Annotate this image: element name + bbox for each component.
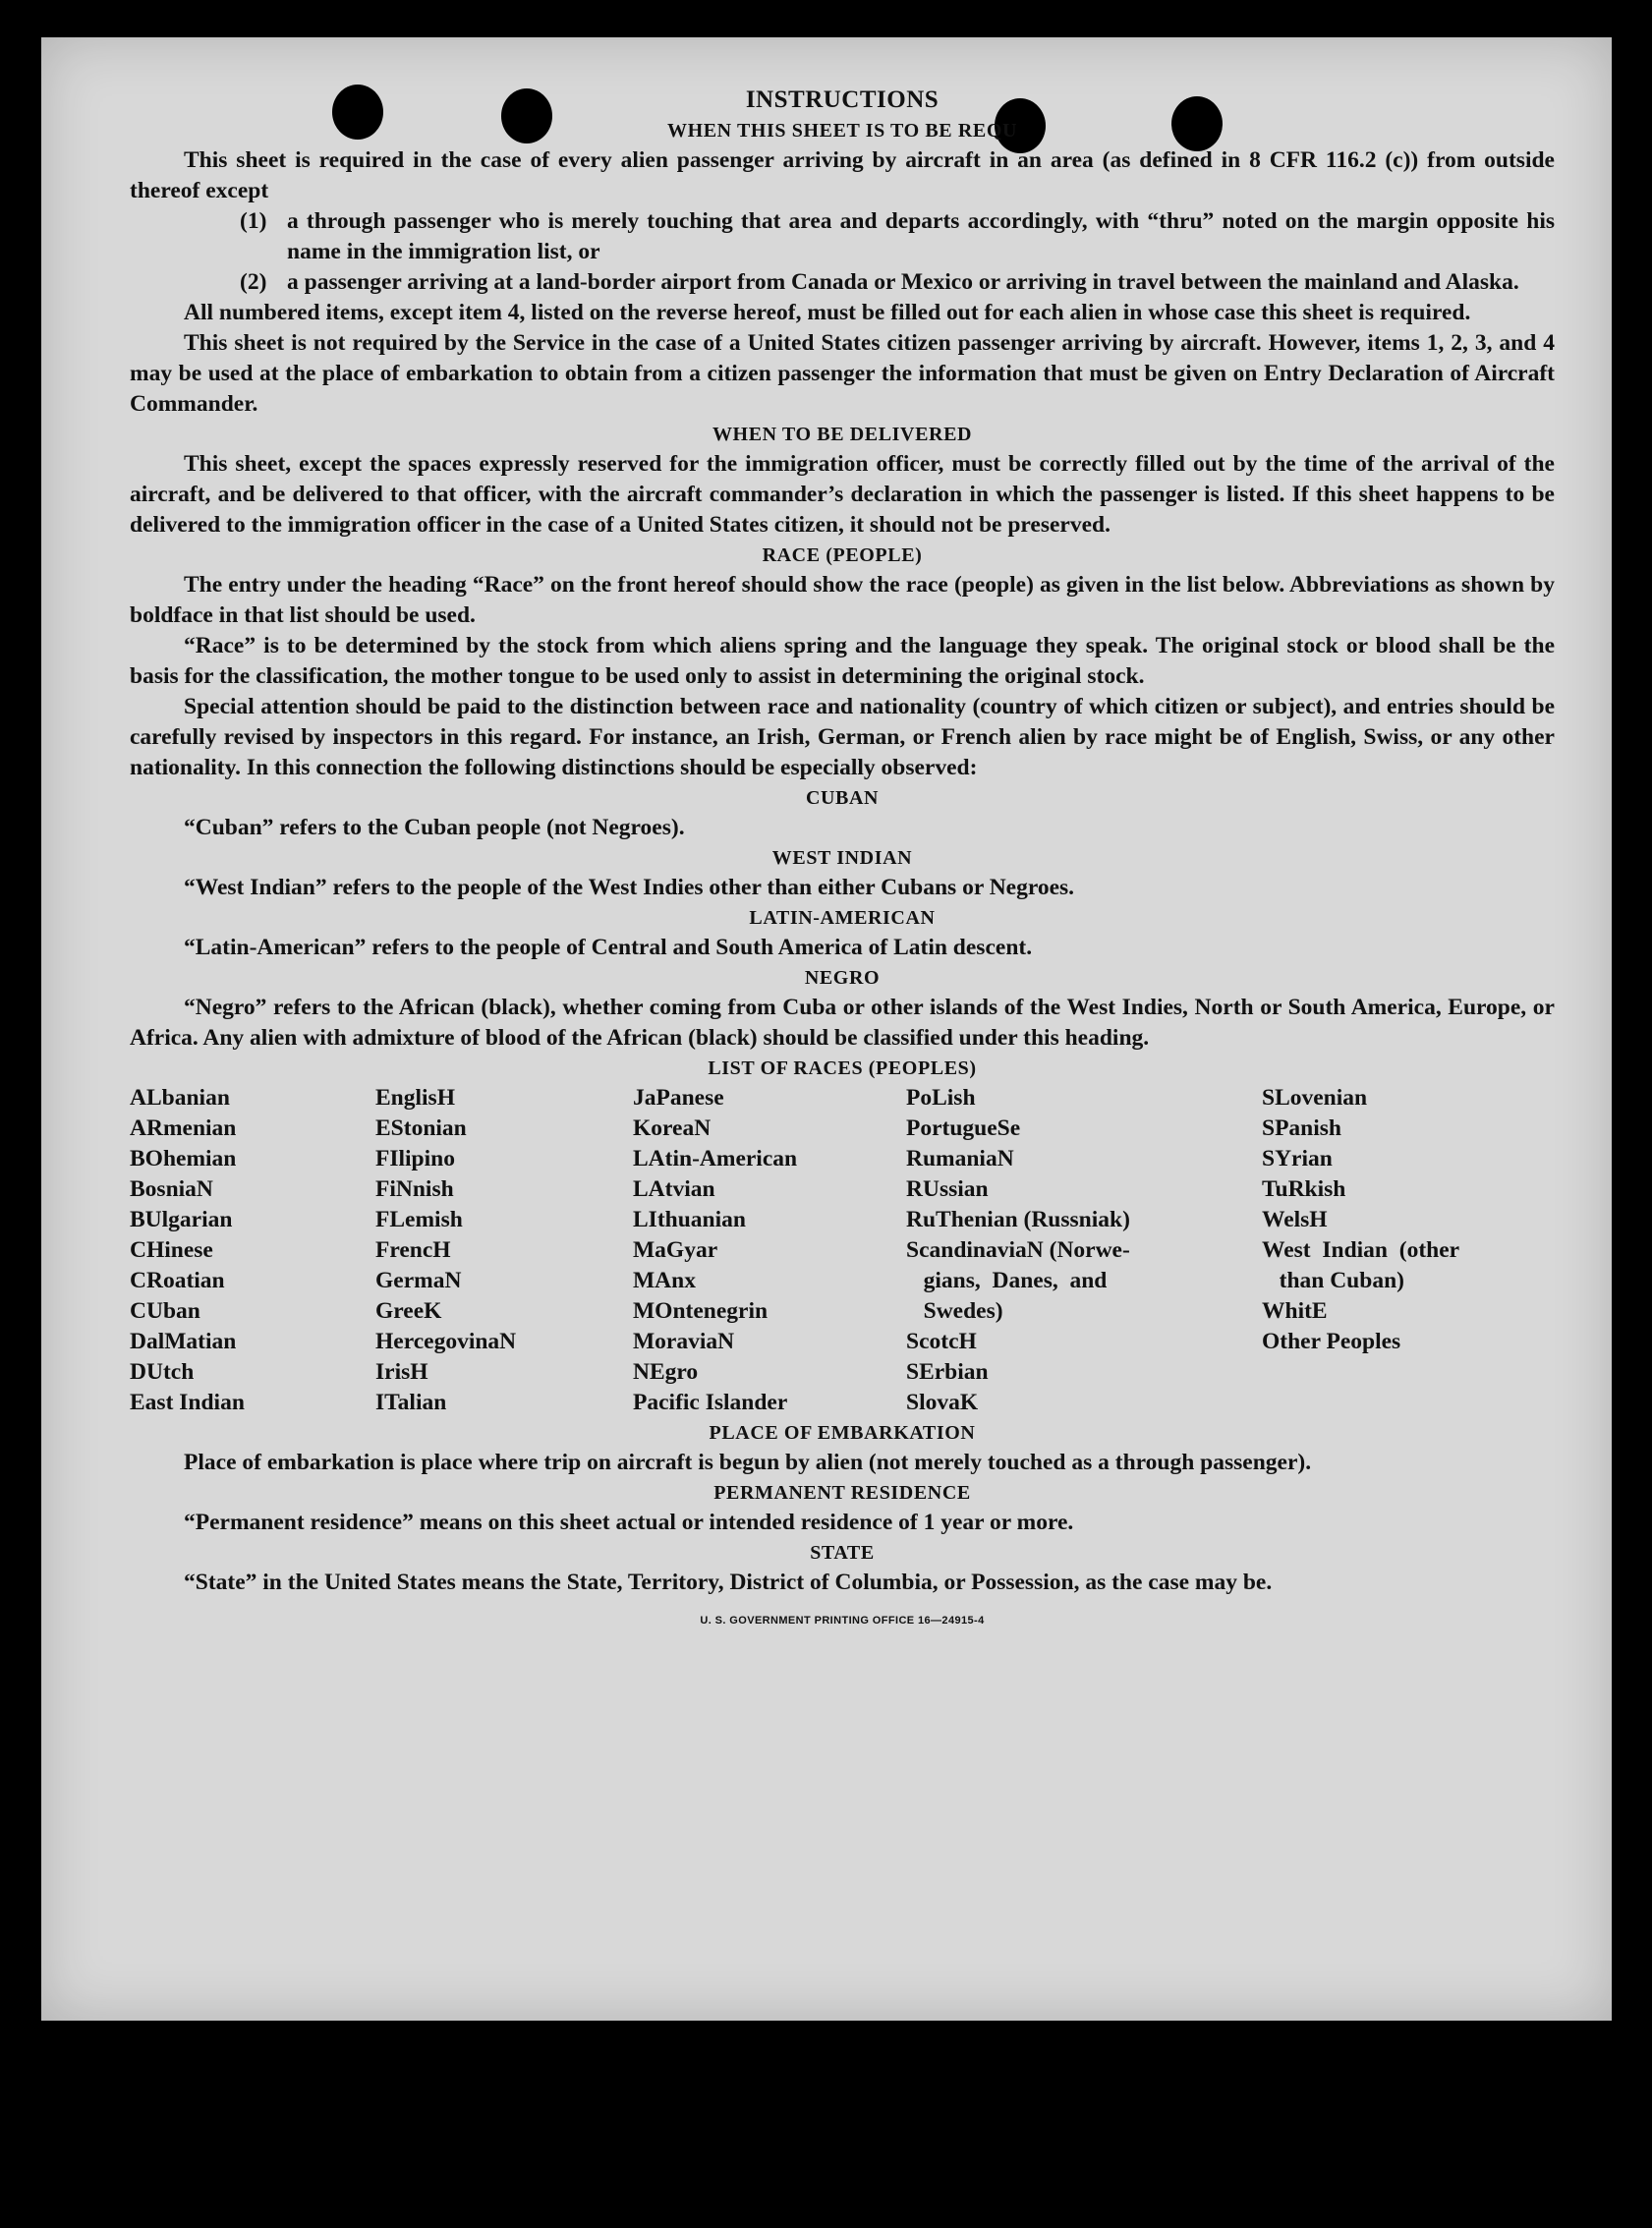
race-entry: RuThenian (Russniak)	[906, 1207, 1130, 1232]
races-column-5	[1262, 1083, 1555, 1418]
heading-cuban: CUBAN	[805, 787, 880, 809]
race-entry: SlovaK	[906, 1390, 979, 1415]
race-entry: West Indian (other	[1262, 1237, 1460, 1263]
citizen-paragraph: This sheet is not required by the Service in the case of a United States citizen passenger arriving by aircraft. However, items 1, 2, 3, and 4 may be used at the place of embarkation to obtain from a citizen passenger the information that must be given on Entry Declaration of Aircraft Commander.	[130, 330, 1555, 417]
race-entry: SErbian	[906, 1359, 989, 1385]
latin-american-paragraph: “Latin-American” refers to the people of Central and South America of Latin descent.	[184, 935, 1033, 960]
race-entry: LAtvian	[633, 1176, 715, 1202]
race-entry: RumaniaN	[906, 1146, 1014, 1171]
race-entry: SPanish	[1262, 1115, 1341, 1141]
heading-when-required: WHEN THIS SHEET IS TO BE REQU	[666, 120, 1018, 142]
race-entry: gians, Danes, and	[906, 1268, 1108, 1293]
race-entry: FrencH	[375, 1237, 451, 1263]
race-entry: LAtin-American	[633, 1146, 798, 1171]
race-entry: SLovenian	[1262, 1085, 1368, 1111]
heading-latin-american: LATIN-AMERICAN	[749, 907, 936, 929]
race-entry: MOntenegrin	[633, 1298, 769, 1324]
race-entry: FLemish	[375, 1207, 463, 1232]
race-entry: TuRkish	[1262, 1176, 1346, 1202]
race-entry: Pacific Islander	[633, 1390, 788, 1415]
race-entry: MoraviaN	[633, 1329, 735, 1354]
race-entry: BUlgarian	[130, 1207, 233, 1232]
heading-list-of-races: LIST OF RACES (PEOPLES)	[708, 1057, 977, 1079]
item-number: (1)	[240, 208, 267, 234]
heading-when-delivered: WHEN TO BE DELIVERED	[712, 424, 973, 445]
negro-paragraph: “Negro” refers to the African (black), whether coming from Cuba or other islands of the West Indies, North or South America, Europe, or Africa. Any alien with admixture of blood of the African (black) should be classified under this heading.	[130, 995, 1555, 1051]
race-paragraph-3: Special attention should be paid to the distinction between race and nationality (country of which citizen or subject), and entries should be carefully revised by inspectors in this regard. For instance, an Irish, German, or French alien by race might be of English, Swiss, or any other nationality. In this connection the following distinctions should be especially observed:	[130, 694, 1555, 780]
item-text: a passenger arriving at a land-border airport from Canada or Mexico or arriving in travel between the mainland and Alaska.	[287, 269, 1519, 295]
race-entry: EnglisH	[375, 1085, 455, 1111]
embarkation-paragraph: Place of embarkation is place where trip on aircraft is begun by alien (not merely touched as a through passenger).	[184, 1450, 1312, 1475]
race-entry: BOhemian	[130, 1146, 237, 1171]
race-entry: FiNnish	[375, 1176, 454, 1202]
instructions-content	[130, 85, 1555, 1629]
race-entry: RUssian	[906, 1176, 989, 1202]
race-entry: PoLish	[906, 1085, 976, 1111]
item-text: a through passenger who is merely touching that area and departs accordingly, with “thru” noted on the margin opposite his name in the immigration list, or	[287, 208, 1555, 264]
printing-office-footer: U. S. GOVERNMENT PRINTING OFFICE 16—24915-4	[700, 1615, 985, 1627]
document-sheet	[41, 37, 1612, 2021]
residence-paragraph: “Permanent residence” means on this sheet actual or intended residence of 1 year or more.	[184, 1510, 1074, 1535]
heading-negro: NEGRO	[804, 967, 881, 989]
race-entry: than Cuban)	[1262, 1268, 1404, 1293]
cuban-paragraph: “Cuban” refers to the Cuban people (not Negroes).	[184, 815, 685, 840]
race-entry: KoreaN	[633, 1115, 712, 1141]
races-column-4	[906, 1083, 1262, 1418]
races-list	[130, 1083, 1555, 1418]
race-entry: IrisH	[375, 1359, 428, 1385]
races-column-2	[375, 1083, 633, 1418]
delivered-paragraph: This sheet, except the spaces expressly reserved for the immigration officer, must be correctly filled out by the time of the arrival of the aircraft, and be delivered to that officer, with the aircraft commander’s declaration in which the passenger is listed. If this sheet happens to be delivered to the immigration officer in the case of a United States citizen, it should not be preserved.	[130, 451, 1555, 538]
race-entry: DalMatian	[130, 1329, 237, 1354]
race-entry: ITalian	[375, 1390, 447, 1415]
race-entry: ARmenian	[130, 1115, 237, 1141]
when-required-intro: This sheet is required in the case of every alien passenger arriving by aircraft in an area (as defined in 8 CFR 116.2 (c)) from outside thereof except	[130, 147, 1555, 203]
west-indian-paragraph: “West Indian” refers to the people of the West Indies other than either Cubans or Negroes.	[184, 875, 1075, 900]
exception-item-2	[240, 267, 1555, 298]
heading-west-indian: WEST INDIAN	[771, 847, 913, 869]
page-title: INSTRUCTIONS	[745, 86, 940, 113]
race-entry: JaPanese	[633, 1085, 724, 1111]
race-entry: East Indian	[130, 1390, 245, 1415]
races-column-3	[633, 1083, 906, 1418]
race-entry: CUban	[130, 1298, 200, 1324]
race-entry: SYrian	[1262, 1146, 1333, 1171]
exception-item-1	[240, 206, 1555, 267]
race-entry: DUtch	[130, 1359, 195, 1385]
race-entry: PortugueSe	[906, 1115, 1021, 1141]
heading-state: STATE	[810, 1542, 875, 1564]
race-entry: MaGyar	[633, 1237, 718, 1263]
heading-embarkation: PLACE OF EMBARKATION	[709, 1422, 976, 1444]
race-entry: ScandinaviaN (Norwe-	[906, 1237, 1130, 1263]
race-entry: EStonian	[375, 1115, 467, 1141]
races-column-1	[130, 1083, 375, 1418]
race-entry: Other Peoples	[1262, 1329, 1401, 1354]
race-entry: GreeK	[375, 1298, 442, 1324]
race-entry: BosniaN	[130, 1176, 213, 1202]
heading-race: RACE (PEOPLE)	[762, 544, 923, 566]
heading-permanent-residence: PERMANENT RESIDENCE	[713, 1482, 971, 1504]
race-entry: ALbanian	[130, 1085, 230, 1111]
item-number: (2)	[240, 269, 267, 295]
race-paragraph-2: “Race” is to be determined by the stock from which aliens spring and the language they speak. The original stock or blood shall be the basis for the classification, the mother tongue to be used only to assist in determining the original stock.	[130, 633, 1555, 689]
race-entry: Swedes)	[906, 1298, 1003, 1324]
race-entry: CRoatian	[130, 1268, 225, 1293]
race-paragraph-1: The entry under the heading “Race” on the front hereof should show the race (people) as given in the list below. Abbreviations as shown by boldface in that list should be used.	[130, 572, 1555, 628]
state-paragraph: “State” in the United States means the State, Territory, District of Columbia, or Possession, as the case may be.	[184, 1570, 1273, 1595]
race-entry: GermaN	[375, 1268, 462, 1293]
race-entry: ScotcH	[906, 1329, 977, 1354]
race-entry: WhitE	[1262, 1298, 1328, 1324]
race-entry: CHinese	[130, 1237, 213, 1263]
race-entry: FIlipino	[375, 1146, 455, 1171]
race-entry: NEgro	[633, 1359, 699, 1385]
race-entry: WelsH	[1262, 1207, 1328, 1232]
race-entry: LIthuanian	[633, 1207, 746, 1232]
race-entry: HercegovinaN	[375, 1329, 517, 1354]
race-entry: MAnx	[633, 1268, 696, 1293]
numbered-items-paragraph: All numbered items, except item 4, listed on the reverse hereof, must be filled out for each alien in whose case this sheet is required.	[184, 300, 1471, 325]
